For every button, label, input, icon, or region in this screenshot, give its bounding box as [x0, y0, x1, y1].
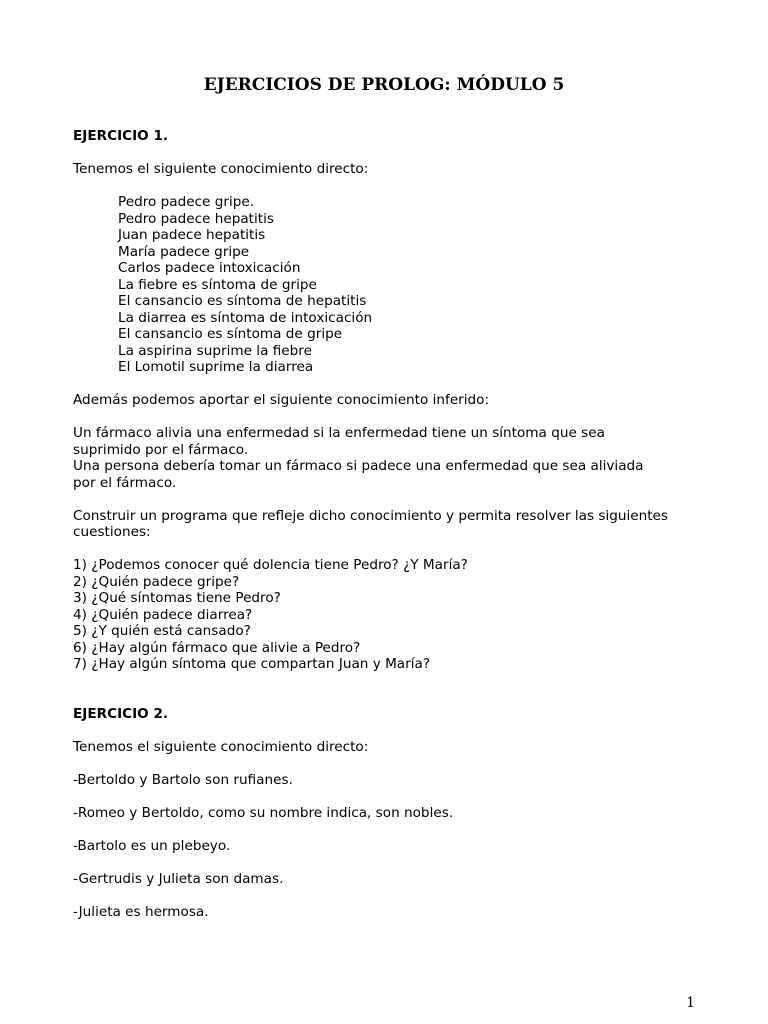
fact-item: El Lomotil suprime la diarrea — [118, 359, 314, 375]
task-text: Construir un programa que refleje dicho conocimiento y permita resolver las siguientes — [73, 507, 668, 524]
inferred-rules — [73, 425, 703, 491]
question-item: 7) ¿Hay algún síntoma que compartan Juan y María? — [73, 656, 431, 672]
fact-item: La fiebre es síntoma de gripe — [118, 276, 317, 293]
exercise-2-heading: EJERCICIO 2. — [73, 705, 169, 722]
exercise-1-facts — [73, 194, 703, 376]
exercise-1-heading: EJERCICIO 1. — [73, 128, 169, 144]
fact-item: El cansancio es síntoma de gripe — [118, 326, 343, 342]
fact-item: Pedro padece hepatitis — [118, 210, 274, 227]
fact-item: El cansancio es síntoma de hepatitis — [118, 293, 367, 309]
inferred-knowledge-intro: Además podemos aportar el siguiente conocimiento inferido: — [73, 392, 490, 408]
fact-item: María padece gripe — [118, 243, 250, 260]
page-number: 1 — [686, 995, 695, 1011]
task-text: cuestiones: — [73, 524, 151, 540]
fact-item: La diarrea es síntoma de intoxicación — [118, 309, 373, 326]
fact-item: Pedro padece gripe. — [118, 194, 255, 210]
fact-item: Juan padece hepatitis — [118, 227, 266, 243]
question-item: 4) ¿Quién padece diarrea? — [73, 606, 253, 623]
fact-item: Carlos padece intoxicación — [118, 260, 301, 276]
fact-item: -Gertrudis y Julieta son damas. — [73, 870, 284, 887]
fact-item: -Bartolo es un plebeyo. — [73, 837, 231, 854]
document-body — [73, 128, 703, 920]
question-item: 1) ¿Podemos conocer qué dolencia tiene Pedro? ¿Y María? — [73, 557, 468, 573]
fact-item: -Bertoldo y Bartolo son rufianes. — [73, 771, 293, 788]
question-item: 3) ¿Qué síntomas tiene Pedro? — [73, 590, 281, 606]
rule-text: Una persona debería tomar un fármaco si padece una enfermedad que sea aliviada — [73, 458, 644, 474]
rule-text: por el fármaco. — [73, 474, 177, 491]
question-item: 6) ¿Hay algún fármaco que alivie a Pedro? — [73, 639, 361, 656]
fact-item: La aspirina suprime la fiebre — [118, 342, 312, 359]
question-item: 5) ¿Y quién está cansado? — [73, 623, 251, 639]
exercise-1-intro: Tenemos el siguiente conocimiento directo: — [73, 161, 369, 177]
exercise-2-intro: Tenemos el siguiente conocimiento directo: — [73, 738, 369, 755]
fact-item: -Romeo y Bertoldo, como su nombre indica, son nobles. — [73, 804, 454, 821]
document-title: EJERCICIOS DE PROLOG: MÓDULO 5 — [203, 75, 565, 95]
rule-text: Un fármaco alivia una enfermedad si la enfermedad tiene un síntoma que sea — [73, 425, 605, 441]
question-item: 2) ¿Quién padece gripe? — [73, 573, 240, 590]
rule-text: suprimido por el fármaco. — [73, 441, 249, 458]
exercise-1-questions — [73, 557, 703, 673]
fact-item: -Julieta es hermosa. — [73, 903, 209, 920]
task-statement — [73, 508, 703, 541]
